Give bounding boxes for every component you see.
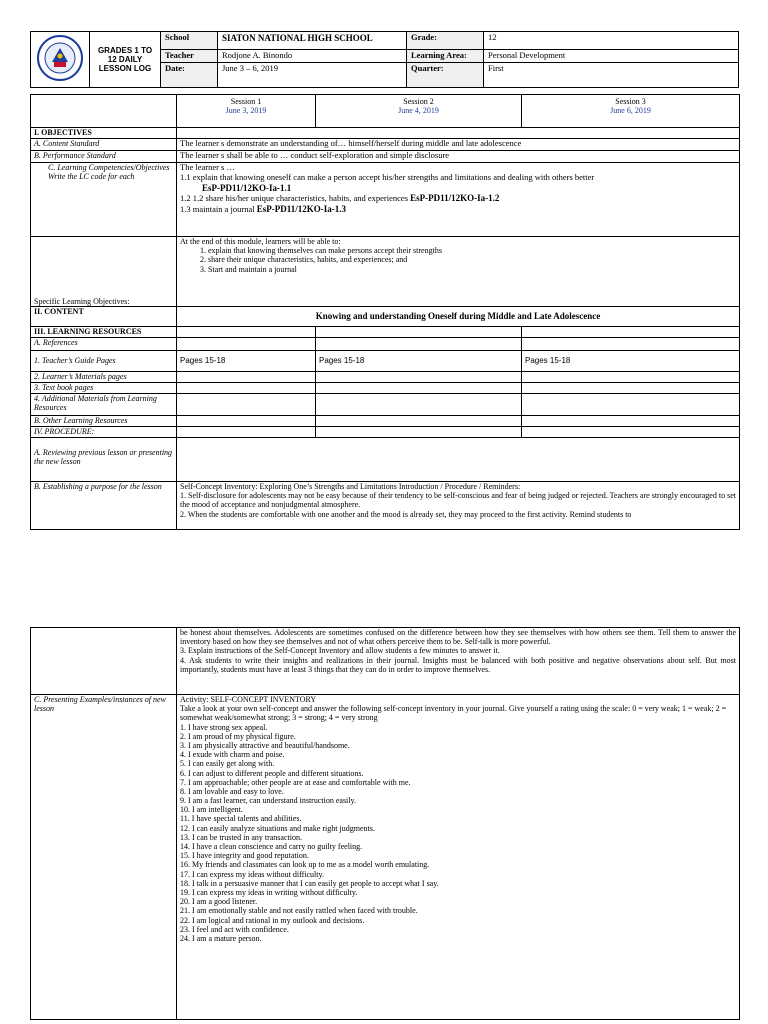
lesson-log-table xyxy=(30,94,740,530)
additional-materials-label: 4. Additional Materials from Learning Resources xyxy=(31,394,177,416)
competencies-label: C. Learning Competencies/Objectives Write the LC code for each xyxy=(31,163,177,237)
learners-materials-label: 2. Learner’s Materials pages xyxy=(31,372,177,383)
learning-area-value: Personal Development xyxy=(484,50,739,63)
blank-cell xyxy=(316,394,522,416)
inventory-item: 12. I can easily analyze situations and make right judgments. xyxy=(180,823,375,833)
blank-cell xyxy=(177,394,316,416)
inventory-item: 3. I am physically attractive and beautiful/handsome. xyxy=(180,740,350,750)
corner-cell xyxy=(31,95,177,128)
content-standard-label: A. Content Standard xyxy=(31,139,177,151)
objectives-blank xyxy=(177,128,740,139)
resources-heading: III. LEARNING RESOURCES xyxy=(31,327,177,338)
content-heading: II. CONTENT xyxy=(31,307,177,327)
blank-cell xyxy=(177,416,316,427)
teacher-label: Teacher xyxy=(161,50,218,63)
inventory-item: 5. I can easily get along with. xyxy=(180,759,275,769)
learning-area-label: Learning Area: xyxy=(407,50,484,63)
blank-cell xyxy=(177,427,316,438)
session-2-header: Session 2 June 4, 2019 xyxy=(316,95,522,128)
performance-standard-label: B. Performance Standard xyxy=(31,151,177,163)
references-label: A. References xyxy=(31,338,177,351)
school-label: School xyxy=(161,32,218,50)
inventory-item: 14. I have a clean conscience and carry no guilty feeling. xyxy=(180,842,363,851)
quarter-value: First xyxy=(484,63,739,88)
deped-seal-icon xyxy=(36,34,84,82)
list-item: 3. Start and maintain a journal xyxy=(208,265,736,274)
inventory-item: 6. I can adjust to different people and different situations. xyxy=(180,768,364,778)
inventory-item: 20. I am a good listener. xyxy=(180,897,258,907)
reviewing-lesson-blank xyxy=(177,438,740,482)
specific-objectives-text: At the end of this module, learners will be able to: 1. explain that knowing themselves can make persons accept their strengths 2. share their unique characteristics, habits, and experiences; and 3. Start and maintain a journal xyxy=(177,237,740,307)
teachers-guide-pages-1: Pages 15-18 xyxy=(177,351,316,372)
presenting-examples-label: C. Presenting Examples/instances of new lesson xyxy=(31,695,177,1020)
date-value: June 3 – 6, 2019 xyxy=(218,63,407,88)
inventory-item: 18. I talk in a persuasive manner that I can easily get people to accept what I say. xyxy=(180,878,439,888)
inventory-item: 17. I can express my ideas without difficulty. xyxy=(180,869,324,879)
lesson-log-table-continued xyxy=(30,627,740,1020)
school-value: SIATON NATIONAL HIGH SCHOOL xyxy=(218,32,407,50)
blank-cell xyxy=(522,338,740,351)
other-resources-label: B. Other Learning Resources xyxy=(31,416,177,427)
inventory-item: 15. I have integrity and good reputation. xyxy=(180,851,309,861)
inventory-item: 19. I can express my ideas in writing without difficulty. xyxy=(180,887,358,897)
inventory-item: 1. I have strong sex appeal. xyxy=(180,722,268,732)
inventory-item: 2. I am proud of my physical figure. xyxy=(180,731,296,741)
blank-cell xyxy=(177,383,316,394)
teacher-value: Rodjone A. Binondo xyxy=(218,50,407,63)
date-label: Date: xyxy=(161,63,218,88)
textbook-label: 3. Text book pages xyxy=(31,383,177,394)
session-1-header: Session 1 June 3, 2019 xyxy=(177,95,316,128)
blank-cell xyxy=(522,394,740,416)
blank-cell xyxy=(316,427,522,438)
competencies-text: The learner s … 1.1 explain that knowing oneself can make a person accept his/her strengths and limitations and dealing with others better EsP-PD11/12KO-Ia-1.1 1.2 1.2 share his/her unique characteristics, habits, and experiences EsP-PD11/12KO-Ia-1.2 1.3 maintain a journal EsP-PD11/12KO-Ia-1.3 xyxy=(177,163,740,237)
reviewing-lesson-label: A. Reviewing previous lesson or presenting the new lesson xyxy=(31,438,177,482)
blank-cell xyxy=(177,338,316,351)
header-table xyxy=(30,31,739,88)
blank-cell xyxy=(316,383,522,394)
quarter-label: Quarter: xyxy=(407,63,484,88)
lc-code-3: EsP-PD11/12KO-Ia-1.3 xyxy=(256,204,346,215)
blank-cell xyxy=(522,327,740,338)
blank-cell xyxy=(316,338,522,351)
inventory-item: 21. I am emotionally stable and not easily rattled when faced with trouble. xyxy=(180,906,418,916)
purpose-text-continued: be honest about themselves. Adolescents are sometimes confused on the difference between how they see themselves with how others see them. Tell them to answer the inventory based on how they see themselves and not of what others perceive them to be. Self-talk is more powerful. 3. Explain instructions of the Self-Concept Inventory and allow students a few minutes to answer it. 4. Ask students to write their insights and realizations in their journal. Insights must be balanced with both positive and negative observations about self. But most importantly, students must have at least 3 things that they can do in order to improve themselves. xyxy=(177,628,740,695)
inventory-item: 4. I exude with charm and poise. xyxy=(180,750,285,760)
grade-value: 12 xyxy=(484,32,739,50)
inventory-item: 16. My friends and classmates can look up to me as a model worth emulating. xyxy=(180,860,430,870)
blank-cell xyxy=(522,372,740,383)
logo-cell xyxy=(31,32,90,88)
presenting-examples-text: Activity: SELF-CONCEPT INVENTORY Take a look at your own self-concept and answer the following self-concept inventory in your journal. Give yourself a rating using the scale: 0 = very weak; 1 = weak; 2 = somewhat weak/somewhat strong; 3 = strong; 4 = very strong 1. I have strong sex appeal. 2. I am proud of my physical figure. 3. I am physically attractive and beautiful/handsome. 4. I exude with charm and poise. 5. I can easily get along with. 6. I can adjust to different people and different situations. 7. I am approachable; other people are at ease and comfortable with me. 8. I am lovable and easy to love. 9. I am a fast learner, can understand instruction easily. 10. I am intelligent. 11. I have special talents and abilities. 12. I can easily analyze situations and make right judgments. 13. I can be trusted in any transaction. 14. I have a clean conscience and carry no guilty feeling. 15. I have integrity and good reputation. 16. My friends and classmates can look up to me as a model worth emulating. 17. I can express my ideas without difficulty. 18. I talk in a persuasive manner that I can easily get people to accept what I say. 19. I can express my ideas in writing without difficulty. 20. I am a good listener. 21. I am emotionally stable and not easily rattled when faced with trouble. 22. I am logical and rational in my outlook and decisions. 23. I feel and act with confidence. 24. I am a mature person. xyxy=(177,695,740,1020)
procedure-heading: IV. PROCEDURE: xyxy=(31,427,177,438)
blank-cell xyxy=(316,416,522,427)
blank-cell xyxy=(522,416,740,427)
list-item: 1. explain that knowing themselves can make persons accept their strengths xyxy=(208,246,736,255)
inventory-item: 24. I am a mature person. xyxy=(180,933,262,943)
performance-standard-text: The learner s shall be able to … conduct self-exploration and simple disclosure xyxy=(177,151,740,163)
lc-code-2: EsP-PD11/12KO-Ia-1.2 xyxy=(410,193,500,204)
blank-cell xyxy=(316,372,522,383)
objectives-heading: I. OBJECTIVES xyxy=(31,128,177,139)
content-standard-text: The learner s demonstrate an understanding of… himself/herself during middle and late adolescence xyxy=(177,139,740,151)
blank-cell xyxy=(316,327,522,338)
inventory-item: 13. I can be trusted in any transaction. xyxy=(180,832,302,842)
session-3-header: Session 3 June 6, 2019 xyxy=(522,95,740,128)
blank-cell xyxy=(177,372,316,383)
inventory-item: 8. I am lovable and easy to love. xyxy=(180,786,284,796)
self-concept-inventory-list xyxy=(180,723,736,944)
blank-cell xyxy=(522,427,740,438)
log-title: GRADES 1 TO 12 DAILY LESSON LOG xyxy=(90,32,161,88)
teachers-guide-label: 1. Teacher’s Guide Pages xyxy=(31,351,177,372)
grade-label: Grade: xyxy=(407,32,484,50)
inventory-item: 23. I feel and act with confidence. xyxy=(180,924,289,934)
teachers-guide-pages-3: Pages 15-18 xyxy=(522,351,740,372)
content-title: Knowing and understanding Oneself during Middle and Late Adolescence xyxy=(177,307,740,327)
inventory-item: 10. I am intelligent. xyxy=(180,805,243,815)
blank-cell xyxy=(522,383,740,394)
list-item: 2. share their unique characteristics, habits, and experiences; and xyxy=(208,255,736,264)
purpose-label: B. Establishing a purpose for the lesson xyxy=(31,482,177,530)
inventory-item: 22. I am logical and rational in my outlook and decisions. xyxy=(180,915,365,925)
lc-code-1: EsP-PD11/12KO-Ia-1.1 xyxy=(202,182,292,193)
purpose-text: Self-Concept Inventory: Exploring One’s Strengths and Limitations Introduction / Procedure / Reminders: 1. Self-disclosure for adolescents may not be easy because of their tendency to be self-conscious and fear of being judged or rejected. Teachers are strongly encouraged to set the mood of acceptance and nonjudgmental atmosphere. 2. When the students are comfortable with one another and the mood is already set, they may proceed to the first activity. Remind students to xyxy=(177,482,740,530)
teachers-guide-pages-2: Pages 15-18 xyxy=(316,351,522,372)
inventory-item: 9. I am a fast learner, can understand instruction easily. xyxy=(180,796,356,806)
specific-objectives-label: Specific Learning Objectives: xyxy=(31,237,177,307)
blank-cell xyxy=(177,327,316,338)
purpose-label-continued xyxy=(31,628,177,695)
inventory-item: 11. I have special talents and abilities. xyxy=(180,814,302,824)
inventory-item: 7. I am approachable; other people are at ease and comfortable with me. xyxy=(180,777,411,787)
specific-objectives-list xyxy=(180,246,736,274)
